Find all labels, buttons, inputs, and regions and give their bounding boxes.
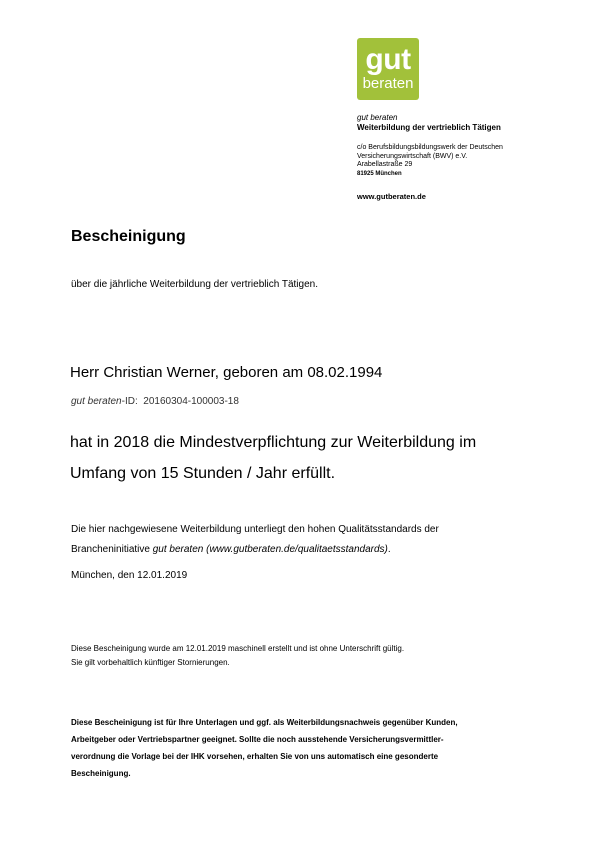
statement-line-2: Umfang von 15 Stunden / Jahr erfüllt.	[70, 465, 336, 482]
quality-end: .	[387, 544, 391, 555]
address-line-4: 81925 München	[357, 170, 402, 177]
main-statement	[70, 427, 540, 489]
quality-initiative: Brancheninitiative	[71, 544, 150, 555]
document-title: Bescheinigung	[71, 228, 186, 245]
person-line: Herr Christian Werner, geboren am 08.02.1994	[70, 364, 383, 381]
id-brand: gut beraten	[71, 396, 122, 407]
place-date: München, den 12.01.2019	[71, 570, 188, 581]
org-address	[357, 144, 503, 178]
address-line-3: Arabellastraße 29	[357, 161, 413, 168]
org-description: Weiterbildung der vertrieblich Tätigen	[357, 123, 501, 132]
address-line-1: c/o Berufsbildungsbildungswerk der Deutschen	[357, 144, 503, 151]
statement-line-1: hat in 2018 die Mindestverpflichtung zur Weiterbildung im	[70, 434, 477, 451]
info-paragraph	[71, 714, 541, 782]
logo-text-gut: gut	[365, 43, 411, 76]
info-line-3: verordnung die Vorlage bei der IHK vorsehen, erhalten Sie von uns automatisch eine gesonderte	[71, 752, 439, 761]
info-line-2: Arbeitgeber oder Vertriebspartner geeignet. Sollte die noch ausstehende Versicherungsvermittler-	[71, 735, 444, 744]
gut-beraten-logo	[357, 38, 419, 100]
quality-url: (www.gutberaten.de/qualitaetsstandards)	[206, 544, 388, 555]
note-line-1: Diese Bescheinigung wurde am 12.01.2019 maschinell erstellt und ist ohne Unterschrift gültig.	[71, 644, 405, 653]
org-name: gut beraten	[357, 113, 398, 122]
info-line-4: Bescheinigung.	[71, 769, 131, 778]
org-website: www.gutberaten.de	[357, 192, 426, 201]
logo-text-beraten: beraten	[362, 75, 414, 92]
validity-note	[71, 642, 404, 670]
quality-line-1: Die hier nachgewiesene Weiterbildung unterliegt den hohen Qualitätsstandards der	[71, 524, 439, 535]
id-value: 20160304-100003-18	[143, 396, 239, 407]
info-line-1: Diese Bescheinigung ist für Ihre Unterlagen und ggf. als Weiterbildungsnachweis gegenüber Kunden,	[71, 718, 458, 727]
quality-line-2	[71, 540, 541, 560]
quality-brand: gut beraten	[152, 544, 204, 555]
quality-paragraph	[71, 520, 541, 560]
address-line-2: Versicherungswirtschaft (BWV) e.V.	[357, 152, 468, 160]
document-subtitle: über die jährliche Weiterbildung der vertrieblich Tätigen.	[71, 279, 318, 290]
note-line-2: Sie gilt vorbehaltlich künftiger Stornierungen.	[71, 658, 230, 667]
id-label: -ID:	[121, 396, 138, 407]
org-header	[357, 113, 501, 133]
id-line	[71, 396, 239, 407]
